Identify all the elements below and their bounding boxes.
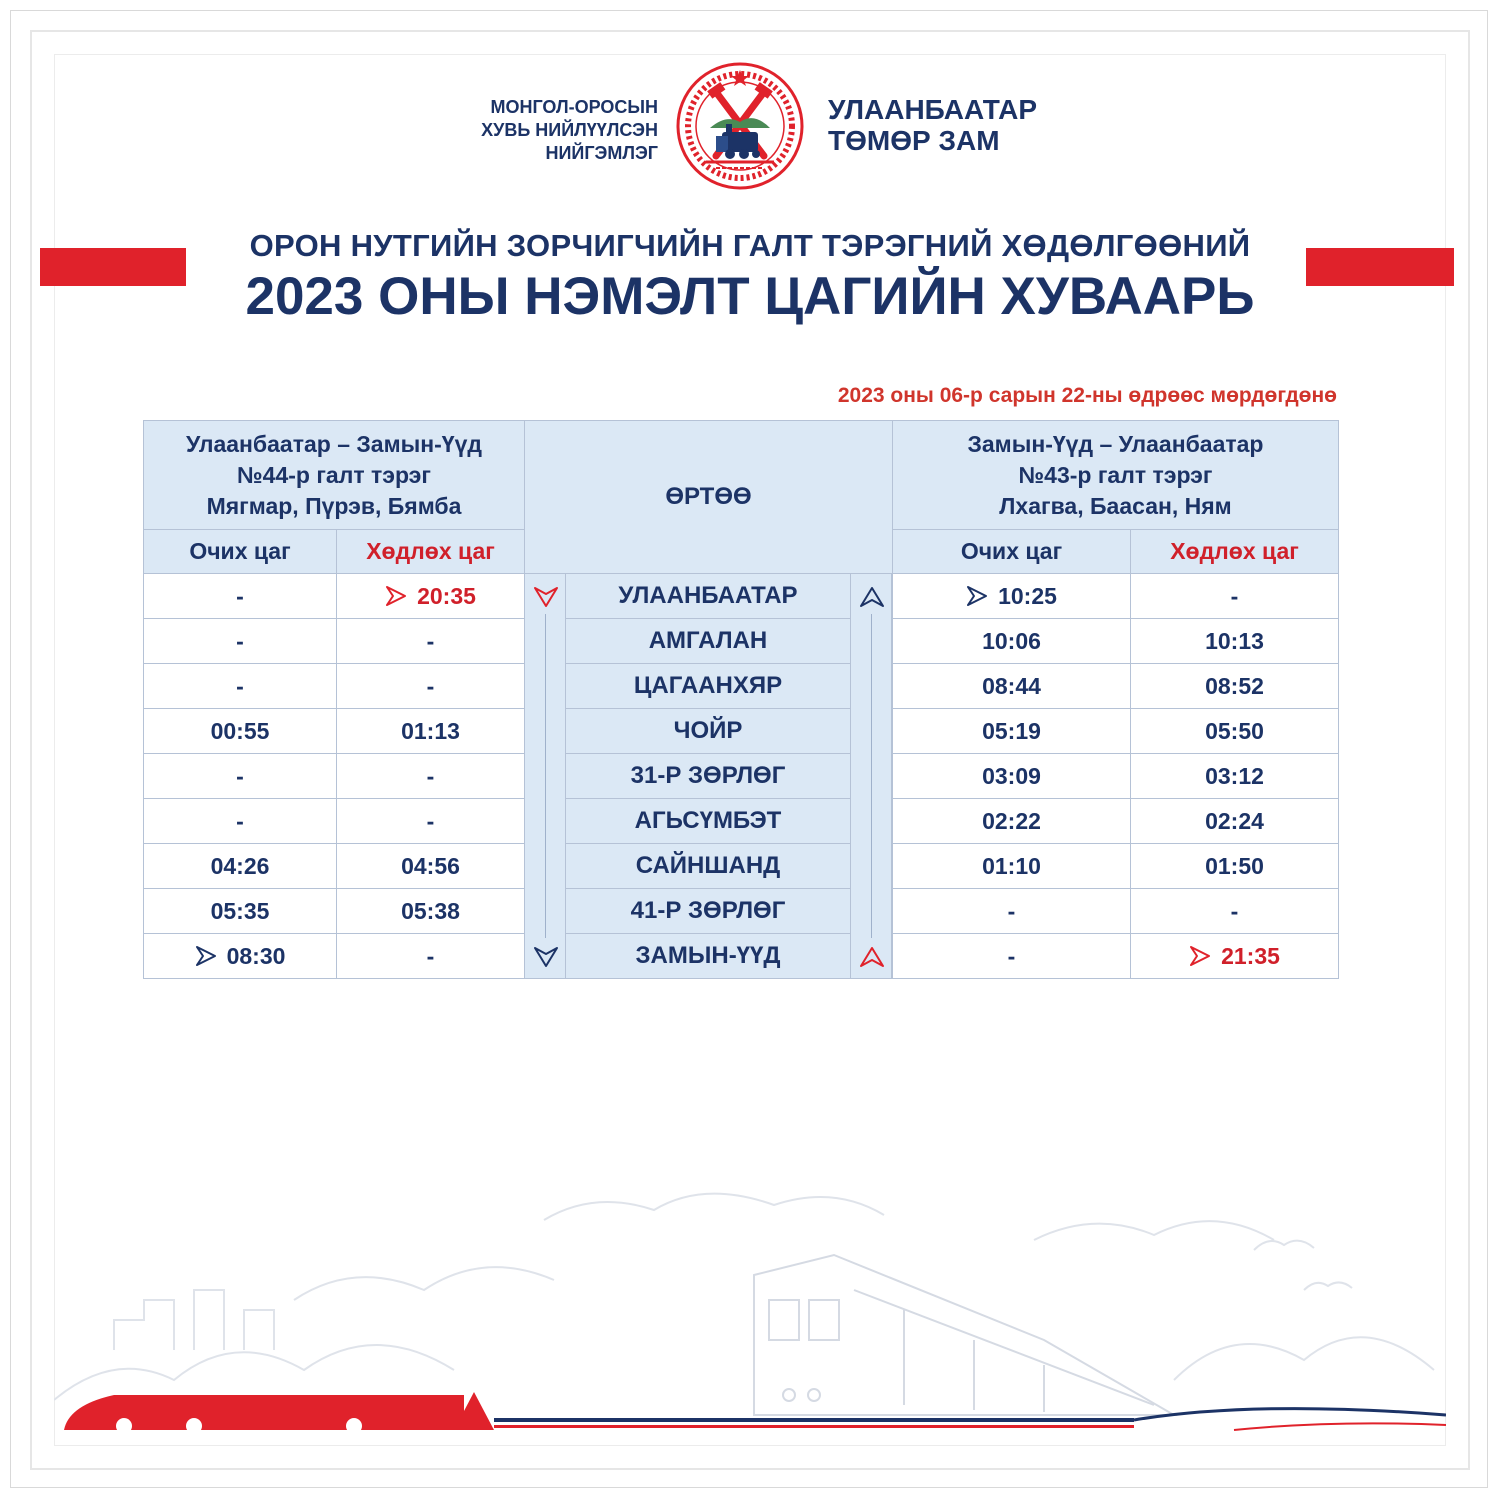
start-arrow-red-icon [1189, 945, 1211, 967]
up-arrow-red-icon [859, 946, 885, 968]
up-arrow-blue-icon [859, 586, 885, 608]
row-6-left-depart: - [336, 798, 525, 844]
row-9-right-arrive: - [892, 933, 1131, 979]
row-1-left-depart-value: 20:35 [417, 582, 476, 609]
row-8-right-arrive: - [892, 888, 1131, 934]
left-arrive-header: Очих цаг [143, 529, 337, 574]
row-7-left-arrive: 04:26 [143, 843, 337, 889]
row-2-right-arrive: 10:06 [892, 618, 1131, 664]
row-7-station: САЙНШАНД [565, 843, 851, 889]
row-4-left-arrive: 00:55 [143, 708, 337, 754]
up-direction-lane [850, 573, 892, 979]
down-direction-lane [524, 573, 566, 979]
row-4-left-depart: 01:13 [336, 708, 525, 754]
row-2-right-depart: 10:13 [1130, 618, 1339, 664]
row-1-left-arrive: - [143, 573, 337, 619]
row-1-left-depart [336, 573, 525, 619]
row-9-left-arrive [143, 933, 337, 979]
row-7-right-depart: 01:50 [1130, 843, 1339, 889]
row-6-right-arrive: 02:22 [892, 798, 1131, 844]
row-4-right-arrive: 05:19 [892, 708, 1131, 754]
effective-date: 2023 оны 06-р сарын 22-ны өдрөөс мөрдөгдөнө [837, 384, 1337, 407]
right-arrive-header: Очих цаг [892, 529, 1131, 574]
row-9-right-depart-value: 21:35 [1221, 942, 1280, 969]
right-train-days: Лхагва, Баасан, Ням [999, 492, 1232, 519]
railway-emblem-icon [676, 62, 804, 190]
row-7-left-depart: 04:56 [336, 843, 525, 889]
row-9-station: ЗАМЫН-ҮҮД [565, 933, 851, 979]
row-1-right-depart: - [1130, 573, 1339, 619]
row-6-station: АГЬСҮМБЭТ [565, 798, 851, 844]
right-train-number: №43-р галт тэрэг [1018, 461, 1213, 488]
row-2-station: АМГАЛАН [565, 618, 851, 664]
row-5-left-depart: - [336, 753, 525, 799]
row-8-left-arrive: 05:35 [143, 888, 337, 934]
row-2-left-arrive: - [143, 618, 337, 664]
page-title: 2023 ОНЫ НЭМЭЛТ ЦАГИЙН ХУВААРЬ [245, 267, 1255, 326]
row-1-station: УЛААНБААТАР [565, 573, 851, 619]
org-right-line-1: УЛААНБААТАР [828, 94, 1038, 125]
row-8-station: 41-Р ЗӨРЛӨГ [565, 888, 851, 934]
row-4-station: ЧОЙР [565, 708, 851, 754]
row-1-right-arrive-value: 10:25 [998, 582, 1057, 609]
right-train-route: Замын-Үүд – Улаанбаатар [967, 430, 1264, 457]
row-6-right-depart: 02:24 [1130, 798, 1339, 844]
row-3-station: ЦАГААНХЯР [565, 663, 851, 709]
row-9-left-arrive-value: 08:30 [226, 942, 286, 969]
row-2-left-depart: - [336, 618, 525, 664]
row-6-left-arrive: - [143, 798, 337, 844]
station-header: ӨРТӨӨ [524, 420, 893, 574]
left-train-days: Мягмар, Пүрэв, Бямба [206, 492, 462, 519]
row-7-right-arrive: 01:10 [892, 843, 1131, 889]
right-train-header [892, 420, 1339, 530]
row-3-right-arrive: 08:44 [892, 663, 1131, 709]
row-5-station: 31-Р ЗӨРЛӨГ [565, 753, 851, 799]
org-right-name [828, 94, 1037, 156]
subtitle: ОРОН НУТГИЙН ЗОРЧИГЧИЙН ГАЛТ ТЭРЭГНИЙ ХӨДӨЛГӨӨНИЙ [249, 228, 1251, 263]
left-depart-header: Хөдлөх цаг [336, 529, 525, 574]
end-arrow-blue-icon [195, 945, 217, 967]
row-3-right-depart: 08:52 [1130, 663, 1339, 709]
row-5-right-depart: 03:12 [1130, 753, 1339, 799]
row-3-left-arrive: - [143, 663, 337, 709]
left-train-number: №44-р галт тэрэг [237, 461, 431, 488]
row-5-left-arrive: - [143, 753, 337, 799]
start-arrow-red-icon [385, 585, 407, 607]
end-arrow-blue-icon [966, 585, 988, 607]
row-9-left-depart: - [336, 933, 525, 979]
row-4-right-depart: 05:50 [1130, 708, 1339, 754]
row-5-right-arrive: 03:09 [892, 753, 1131, 799]
row-9-right-depart [1130, 933, 1339, 979]
row-3-left-depart: - [336, 663, 525, 709]
right-depart-header: Хөдлөх цаг [1130, 529, 1339, 574]
row-1-right-arrive [892, 573, 1131, 619]
left-train-header [143, 420, 525, 530]
row-8-right-depart: - [1130, 888, 1339, 934]
org-left-line-1: МОНГОЛ-ОРОСЫН [490, 97, 658, 117]
down-arrow-red-icon [533, 586, 559, 608]
schedule-table [143, 420, 1339, 979]
org-left-line-2: ХУВЬ НИЙЛҮҮЛСЭН [481, 120, 658, 140]
org-right-line-2: ТӨМӨР ЗАМ [828, 125, 1000, 156]
train-landscape-illustration [54, 1180, 1446, 1446]
down-arrow-blue-icon [533, 946, 559, 968]
org-left-line-3: НИЙГЭМЛЭГ [545, 143, 658, 163]
row-8-left-depart: 05:38 [336, 888, 525, 934]
left-train-route: Улаанбаатар – Замын-Үүд [185, 430, 482, 457]
org-left-name [450, 96, 658, 165]
